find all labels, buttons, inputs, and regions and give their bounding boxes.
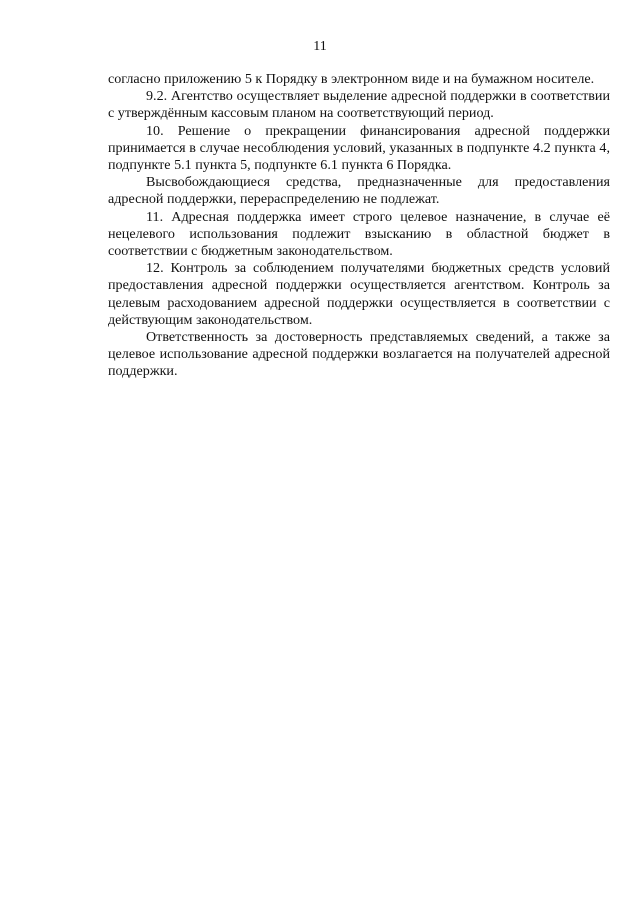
paragraph-12: 12. Контроль за соблюдением получателями бюджетных средств условий предоставления адресной поддержки осуществляется агентством. Контроль за целевым расходованием адресной поддержки осуществляется в соответствии с действующим законодательством. (108, 260, 610, 328)
document-body (108, 71, 610, 381)
paragraph-responsibility: Ответственность за достоверность представляемых сведений, а также за целевое использование адресной поддержки возлагается на получателей адресной поддержки. (108, 329, 610, 380)
paragraph-11: 11. Адресная поддержка имеет строго целевое назначение, в случае её нецелевого использования подлежит взысканию в областной бюджет в соответствии с бюджетным законодательством. (108, 208, 610, 260)
page-number: 11 (313, 39, 327, 54)
paragraph-continuation: согласно приложению 5 к Порядку в электронном виде и на бумажном носителе. (108, 71, 595, 87)
paragraph-9-2: 9.2. Агентство осуществляет выделение адресной поддержки в соответствии с утверждённым кассовым планом на соответствующий период. (108, 88, 610, 122)
paragraph-10: 10. Решение о прекращении финансирования адресной поддержки принимается в случае несоблюдения условий, указанных в подпункте 4.2 пункта 4, подпункте 5.1 пункта 5, подпункте 6.1 пункта 6 Порядка. (108, 122, 610, 174)
paragraph-released-funds: Высвобождающиеся средства, предназначенные для предоставления адресной поддержки, перераспределению не подлежат. (108, 174, 610, 208)
